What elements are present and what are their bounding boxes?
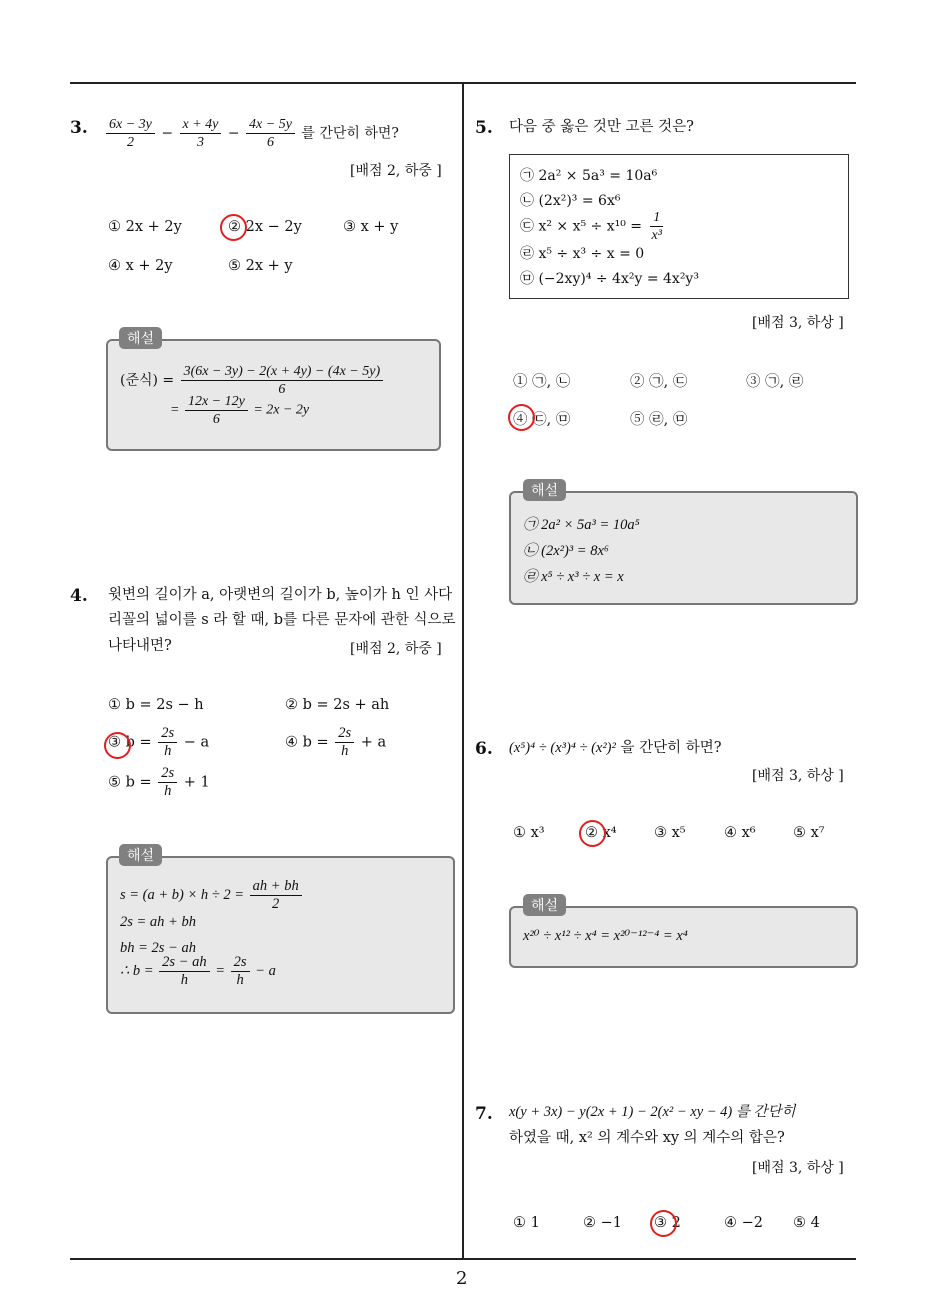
q3-solution-box: (준식) = $\frac{3(6x - 3y) - 2(x + 4y) - (4x - 5y)}{6}$ = $\frac{12x - 12y}{6}$ = 2x − 2y [106,339,441,451]
fraction: $\frac{2s}{h}$ [158,765,177,800]
q4-option-4[interactable]: ④ b = $\frac{2s}{h}$ + a [285,725,387,759]
q3-option-3[interactable]: ③ x + y [343,219,399,235]
fraction: $\frac{6x - 3y}{2}$ [106,116,155,151]
statement-d: ㉣ x⁵ ÷ x³ ÷ x = 0 [520,246,645,262]
bottom-rule [70,1258,856,1260]
fraction: $\frac{4x - 5y}{6}$ [246,116,295,151]
q5-option-3[interactable]: ③ ㉠, ㉣ [746,374,804,390]
q5-option-2[interactable]: ② ㉠, ㉢ [630,374,688,390]
fraction: $\frac{2s}{h}$ [231,954,250,989]
q6-option-3[interactable]: ③ x⁵ [654,825,686,841]
q4-solution-tag: 해설 [119,844,162,866]
q5-option-4[interactable]: ④ ㉢, ㉤ [513,412,571,428]
question-7-stem-line-1: x(y + 3x) − y(2x + 1) − 2(x² − xy − 4) 를 간단히 [509,1104,796,1120]
q6-solution-tag: 해설 [523,894,566,916]
statement-b: ㉡ (2x²)³ = 6x⁶ [520,193,621,209]
q4-option-3[interactable]: ③ b = $\frac{2s}{h}$ − a [108,725,210,759]
page-number: 2 [456,1268,468,1289]
q6-solution-box: x²⁰ ÷ x¹² ÷ x⁴ = x²⁰⁻¹²⁻⁴ = x⁴ [509,906,858,968]
q6-option-2[interactable]: ② x⁴ [585,825,617,841]
fraction: $\frac{x + 4y}{3}$ [180,116,222,151]
q7-option-5[interactable]: ⑤ 4 [793,1215,820,1231]
q5-option-5[interactable]: ⑤ ㉣, ㉤ [630,412,688,428]
q3-option-4[interactable]: ④ x + 2y [108,258,173,274]
q5-option-1[interactable]: ① ㉠, ㉡ [513,374,571,390]
q4-option-5[interactable]: ⑤ b = $\frac{2s}{h}$ + 1 [108,765,210,799]
fraction: $\frac{2s - ah}{h}$ [159,954,209,989]
fraction: $\frac{3(6x - 3y) - 2(x + 4y) - (4x - 5y)}{6}$ [181,363,384,398]
question-number-3: 3. [70,118,88,138]
question-7-stem-line-2: 하였을 때, x² 의 계수와 xy 의 계수의 합은? [509,1130,785,1146]
question-4-stem-line-1: 윗변의 길이가 a, 아랫변의 길이가 b, 높이가 h 인 사다 [108,587,453,603]
answer-circle [650,1210,677,1237]
q4-option-1[interactable]: ① b = 2s − h [108,697,204,713]
q6-option-4[interactable]: ④ x⁶ [724,825,756,841]
question-4-stem-line-2: 리꼴의 넓이를 s 라 할 때, b를 다른 문자에 관한 식으로 [108,612,456,628]
q3-option-2[interactable]: ② 2x − 2y [228,219,302,235]
answer-circle [508,404,535,431]
q3-option-1[interactable]: ① 2x + 2y [108,219,182,235]
answer-circle [220,214,247,241]
q7-option-2[interactable]: ② −1 [583,1215,622,1231]
statement-c: ㉢ x² × x⁵ ÷ x¹⁰ = $\frac{1}{\text{x³}}$ [520,209,667,244]
q3-option-5[interactable]: ⑤ 2x + y [228,258,293,274]
question-number-6: 6. [475,739,493,759]
question-3-meta: [배점 2, 하중 ] [350,163,442,179]
question-number-5: 5. [475,118,493,138]
q3-solution-tag: 해설 [119,327,162,349]
question-5-stem: 다음 중 옳은 것만 고른 것은? [509,119,694,135]
q4-solution-box: s = (a + b) × h ÷ 2 = $\frac{ah + bh}{2}$ 2s = ah + bh bh = 2s − ah ∴ b = $\frac{2s - ah}{h}$ = $\frac{2s}{h}$ − a [106,856,455,1014]
question-4-stem-line-3: 나타내면? [108,638,172,654]
question-6-stem: (x⁵)⁴ ÷ (x³)⁴ ÷ (x²)² 을 간단히 하면? [509,740,722,756]
fraction: $\frac{2s}{h}$ [158,725,177,760]
question-6-meta: [배점 3, 하상 ] [752,768,844,784]
column-divider [462,84,464,1260]
question-7-meta: [배점 3, 하상 ] [752,1160,844,1176]
fraction: $\frac{2s}{h}$ [335,725,354,760]
q5-solution-box: ㉠ 2a² × 5a³ = 10a⁵ ㉡ (2x²)³ = 8x⁶ ㉣ x⁵ ÷ x³ ÷ x = x [509,491,858,605]
question-number-4: 4. [70,586,88,606]
q5-solution-tag: 해설 [523,479,566,501]
q7-option-3[interactable]: ③ 2 [654,1215,681,1231]
q6-option-5[interactable]: ⑤ x⁷ [793,825,825,841]
statement-e: ㉤ (−2xy)⁴ ÷ 4x²y = 4x²y³ [520,271,699,287]
answer-circle [104,732,131,759]
fraction: $\frac{1}{\text{x³}}$ [651,210,662,243]
q4-option-2[interactable]: ② b = 2s + ah [285,697,390,713]
question-number-7: 7. [475,1104,493,1124]
fraction: $\frac{12x - 12y}{6}$ [185,393,248,428]
question-4-meta: [배점 2, 하중 ] [350,641,442,657]
question-3-stem: $\frac{6x - 3y}{2}$ − $\frac{x + 4y}{3}$ − $\frac{4x - 5y}{6}$ 를 간단히 하면? [104,116,399,151]
q7-option-1[interactable]: ① 1 [513,1215,540,1231]
fraction: $\frac{ah + bh}{2}$ [250,878,302,913]
answer-circle [579,820,606,847]
q7-option-4[interactable]: ④ −2 [724,1215,763,1231]
question-5-meta: [배점 3, 하상 ] [752,315,844,331]
q5-statement-box [509,154,849,299]
q6-option-1[interactable]: ① x³ [513,825,545,841]
statement-a: ㉠ 2a² × 5a³ = 10a⁶ [520,168,658,184]
